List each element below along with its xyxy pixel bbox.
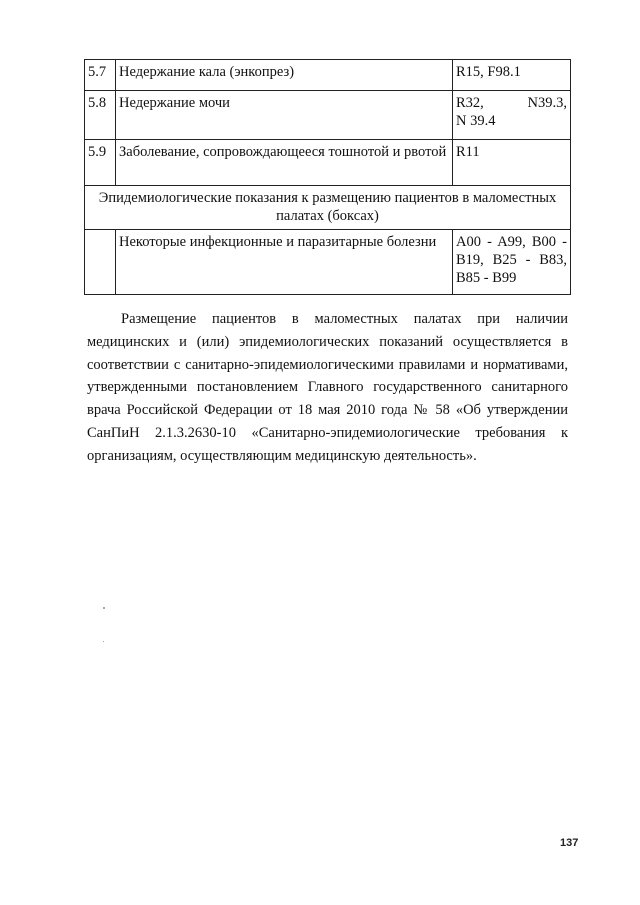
icd-code-line: B19, B25 - B83, bbox=[456, 252, 567, 268]
icd-code-line: A00 - A99, B00 - bbox=[456, 234, 567, 250]
icd-code-line: B85 - B99 bbox=[456, 270, 517, 286]
paragraph-line: Размещение пациентов в маломестных палатах при наличии bbox=[121, 311, 568, 327]
row-number-cell bbox=[85, 230, 116, 295]
paragraph-line: организациям, осуществляющим медицинскую деятельность». bbox=[87, 447, 477, 464]
table-row bbox=[85, 140, 571, 186]
paragraph-line: врача Российской Федерации от 18 мая 2010 года № 58 «Об утверждении bbox=[87, 402, 568, 419]
icd-code-line: N 39.4 bbox=[456, 113, 496, 129]
paragraph-line: утвержденными постановлением Главного государственного санитарного bbox=[87, 379, 568, 396]
paragraph-line: СанПиН 2.1.3.2630-10 «Санитарно-эпидемиологические требования к bbox=[87, 424, 568, 441]
table-section-row bbox=[85, 186, 571, 230]
icd-code-cell: R11 bbox=[453, 140, 571, 186]
icd-code-line: R32, N39.3, bbox=[456, 95, 567, 111]
icd-code-cell bbox=[453, 91, 571, 140]
scan-speck bbox=[103, 607, 105, 609]
section-header-cell: Эпидемиологические показания к размещению пациентов в маломестных палатах (боксах) bbox=[85, 186, 571, 230]
row-number-cell: 5.8 bbox=[85, 91, 116, 140]
table-row bbox=[85, 91, 571, 140]
paragraph-line: медицинских и (или) эпидемиологических показаний осуществляется в bbox=[87, 333, 568, 350]
condition-name-cell: Недержание мочи bbox=[116, 91, 453, 140]
condition-name-cell: Заболевание, сопровождающееся тошнотой и рвотой bbox=[116, 140, 453, 186]
diagnosis-codes-table bbox=[84, 59, 571, 295]
row-number-cell: 5.9 bbox=[85, 140, 116, 186]
icd-code-cell bbox=[453, 230, 571, 295]
table-row bbox=[85, 230, 571, 295]
scan-speck bbox=[103, 641, 104, 642]
icd-code-cell: R15, F98.1 bbox=[453, 60, 571, 91]
paragraph-line: соответствии с санитарно-эпидемиологическими правилами и нормативами, bbox=[87, 356, 568, 373]
condition-name-cell: Некоторые инфекционные и паразитарные болезни bbox=[116, 230, 453, 295]
body-paragraph bbox=[87, 308, 568, 468]
page-number: 137 bbox=[560, 837, 579, 849]
condition-name-cell: Недержание кала (энкопрез) bbox=[116, 60, 453, 91]
table-row bbox=[85, 60, 571, 91]
row-number-cell: 5.7 bbox=[85, 60, 116, 91]
